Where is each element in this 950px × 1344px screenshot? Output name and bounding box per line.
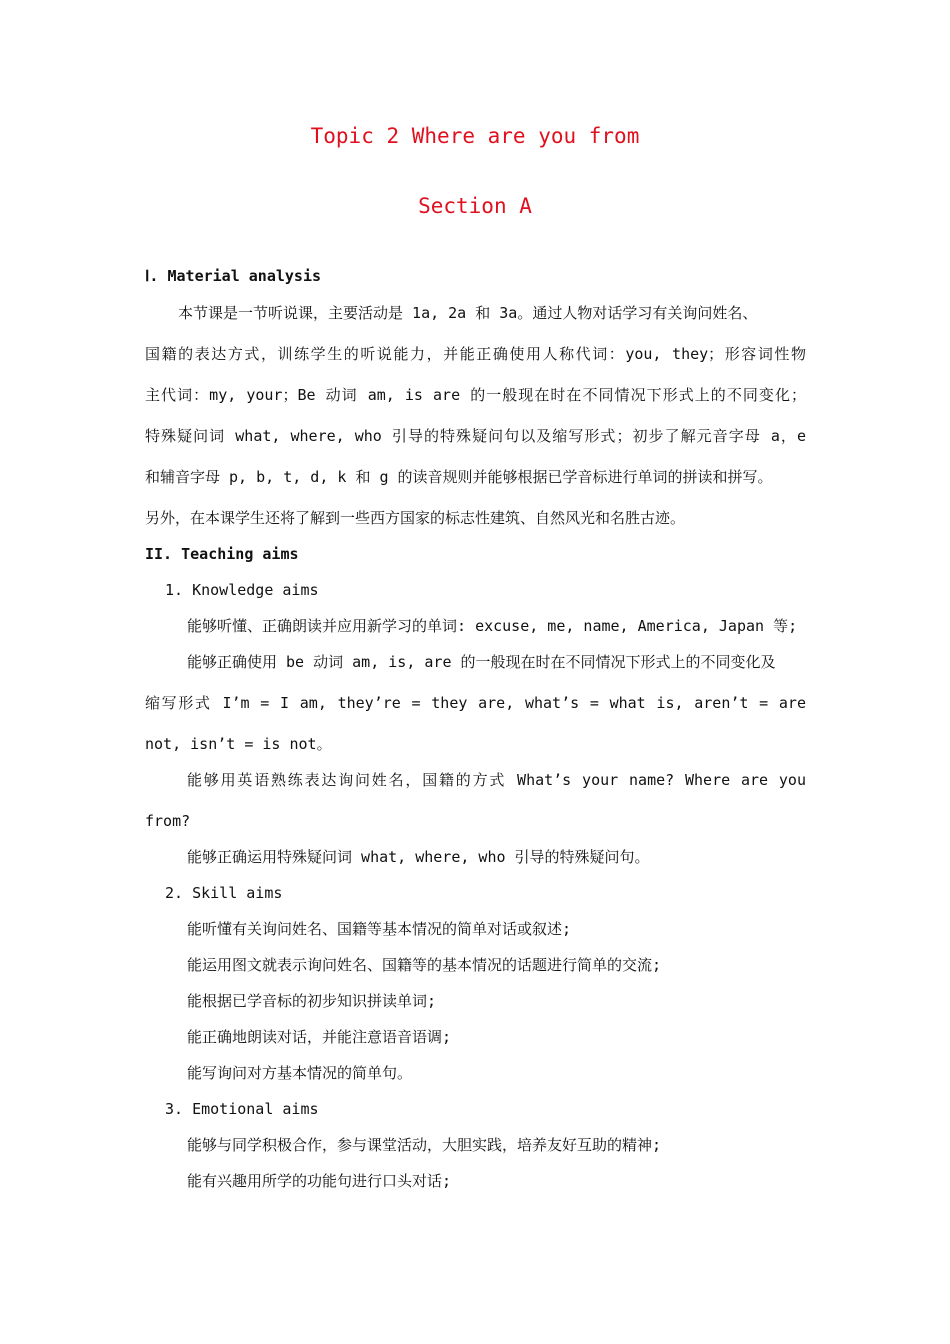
skill-aims-line: 能运用图文就表示询问姓名、国籍等的基本情况的话题进行简单的交流;	[187, 956, 662, 974]
knowledge-aims-line: 能够正确使用 be 动词 am, is, are 的一般现在时在不同情况下形式上的不同变化及	[187, 653, 776, 671]
skill-aims-line: 能根据已学音标的初步知识拼读单词;	[187, 992, 437, 1010]
material-analysis-line: 国籍的表达方式，训练学生的听说能力，并能正确使用人称代词：you, they；形容词性物	[145, 345, 806, 363]
topic-title: Topic 2 Where are you from	[310, 124, 640, 148]
skill-aims-label: 2. Skill aims	[165, 884, 283, 902]
section-title: Section A	[418, 194, 532, 218]
knowledge-aims-line: 能够听懂、正确朗读并应用新学习的单词: excuse, me, name, America, Japan 等;	[187, 617, 798, 635]
knowledge-aims-line: not, isn’t = is not。	[145, 735, 332, 753]
knowledge-aims-line: 缩写形式 I’m = I am, they’re = they are, what’s = what is, aren’t = are	[145, 694, 806, 712]
material-analysis-line: 和辅音字母 p, b, t, d, k 和 g 的读音规则并能够根据已学音标进行单词的拼读和拼写。	[145, 468, 773, 486]
skill-aims-line: 能写询问对方基本情况的简单句。	[187, 1064, 413, 1082]
emotional-aims-line: 能有兴趣用所学的功能句进行口头对话;	[187, 1172, 452, 1190]
knowledge-aims-line: from?	[145, 812, 191, 830]
knowledge-aims-line: 能够用英语熟练表达询问姓名，国籍的方式 What’s your name? Where are you	[187, 771, 806, 789]
teaching-aims-heading: II. Teaching aims	[145, 545, 299, 563]
material-analysis-line: 另外，在本课学生还将了解到一些西方国家的标志性建筑、自然风光和名胜古迹。	[145, 509, 686, 527]
emotional-aims-label: 3. Emotional aims	[165, 1100, 319, 1118]
knowledge-aims-label: 1. Knowledge aims	[165, 581, 319, 599]
material-analysis-line: 本节课是一节听说课，主要活动是 1a, 2a 和 3a。通过人物对话学习有关询问姓名、	[178, 304, 758, 322]
skill-aims-line: 能正确地朗读对话，并能注意语音语调;	[187, 1028, 452, 1046]
knowledge-aims-line: 能够正确运用特殊疑问词 what, where, who 引导的特殊疑问句。	[187, 848, 650, 866]
emotional-aims-line: 能够与同学积极合作，参与课堂活动，大胆实践，培养友好互助的精神;	[187, 1136, 662, 1154]
material-analysis-line: 特殊疑问词 what, where, who 引导的特殊疑问句以及缩写形式；初步了解元音字母 a，e	[145, 427, 806, 445]
material-analysis-heading: Ⅰ. Material analysis	[145, 267, 322, 285]
skill-aims-line: 能听懂有关询问姓名、国籍等基本情况的简单对话或叙述;	[187, 920, 572, 938]
material-analysis-line: 主代词：my, your；Be 动词 am, is are 的一般现在时在不同情况下形式上的不同变化；	[145, 386, 806, 404]
